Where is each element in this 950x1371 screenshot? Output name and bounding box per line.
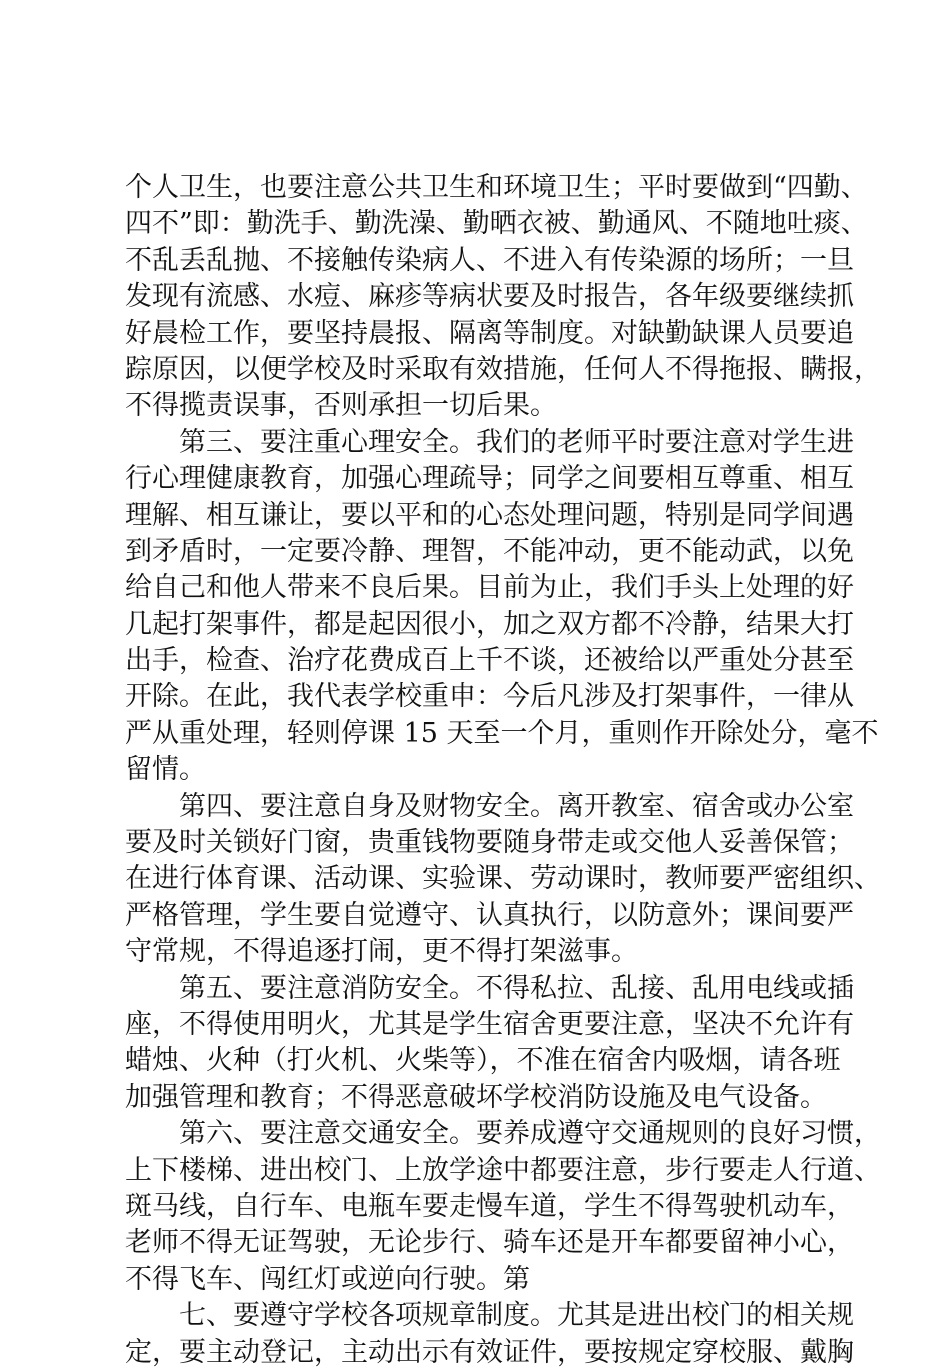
text-line: 到矛盾时，一定要冷静、理智，不能冲动，更不能动武，以免 xyxy=(125,535,854,567)
text-line: 给自己和他人带来不良后果。目前为止，我们手头上处理的好 xyxy=(125,572,854,604)
text-line: 在进行体育课、活动课、实验课、劳动课时，教师要严密组织、 xyxy=(125,863,881,895)
text-line: 行心理健康教育，加强心理疏导；同学之间要相互尊重、相互 xyxy=(125,463,854,495)
text-line: 四不”即：勤洗手、勤洗澡、勤晒衣被、勤通风、不随地吐痰、 xyxy=(125,208,868,240)
text-line: 个人卫生，也要注意公共卫生和环境卫生；平时要做到“四勤、 xyxy=(125,172,868,203)
text-line: 七、要遵守学校各项规章制度。尤其是进出校门的相关规 xyxy=(125,1300,854,1332)
text-line: 出手，检查、治疗花费成百上千不谈，还被给以严重处分甚至 xyxy=(125,645,854,677)
text-line: 开除。在此，我代表学校重申：今后凡涉及打架事件，一律从 xyxy=(125,681,854,713)
text-line: 第五、要注意消防安全。不得私拉、乱接、乱用电线或插 xyxy=(125,972,854,1004)
text-line: 座，不得使用明火，尤其是学生宿舍更要注意，坚决不允许有 xyxy=(125,1008,854,1040)
text-line: 斑马线，自行车、电瓶车要走慢车道，学生不得驾驶机动车， xyxy=(125,1190,854,1222)
text-line: 第六、要注意交通安全。要养成遵守交通规则的良好习惯， xyxy=(125,1118,881,1150)
text-line: 蜡烛、火种（打火机、火柴等），不准在宿舍内吸烟，请各班 xyxy=(125,1045,841,1077)
text-line: 几起打架事件，都是起因很小，加之双方都不冷静，结果大打 xyxy=(125,608,854,640)
text-line: 好晨检工作，要坚持晨报、隔离等制度。对缺勤缺课人员要追 xyxy=(125,317,854,349)
text-line: 上下楼梯、进出校门、上放学途中都要注意，步行要走人行道、 xyxy=(125,1154,881,1186)
text-line: 发现有流感、水痘、麻疹等病状要及时报告，各年级要继续抓 xyxy=(125,281,854,313)
text-line: 留情。 xyxy=(125,754,206,786)
text-line: 不得揽责误事，否则承担一切后果。 xyxy=(125,390,557,422)
text-line: 老师不得无证驾驶，无论步行、骑车还是开车都要留神小心， xyxy=(125,1227,854,1259)
document-body xyxy=(125,170,881,1371)
text-line: 踪原因，以便学校及时采取有效措施，任何人不得拖报、瞒报， xyxy=(125,353,881,385)
text-line: 理解、相互谦让，要以平和的心态处理问题，特别是同学间遇 xyxy=(125,499,854,531)
text-line: 要及时关锁好门窗，贵重钱物要随身带走或交他人妥善保管； xyxy=(125,827,854,859)
text-line: 守常规，不得追逐打闹，更不得打架滋事。 xyxy=(125,936,638,968)
text-line: 严格管理，学生要自觉遵守、认真执行，以防意外；课间要严 xyxy=(125,899,854,931)
text-line: 不乱丢乱抛、不接触传染病人、不进入有传染源的场所；一旦 xyxy=(125,244,854,276)
text-line: 加强管理和教育；不得恶意破坏学校消防设施及电气设备。 xyxy=(125,1081,827,1113)
text-line: 第三、要注重心理安全。我们的老师平时要注意对学生进 xyxy=(125,426,854,458)
text-line: 定，要主动登记，主动出示有效证件，要按规定穿校服、戴胸 xyxy=(125,1336,854,1368)
text-line: 严从重处理，轻则停课 15 天至一个月，重则作开除处分，毫不 xyxy=(125,717,879,749)
text-line: 第四、要注意自身及财物安全。离开教室、宿舍或办公室 xyxy=(125,790,854,822)
text-line: 不得飞车、闯红灯或逆向行驶。第 xyxy=(125,1263,530,1295)
